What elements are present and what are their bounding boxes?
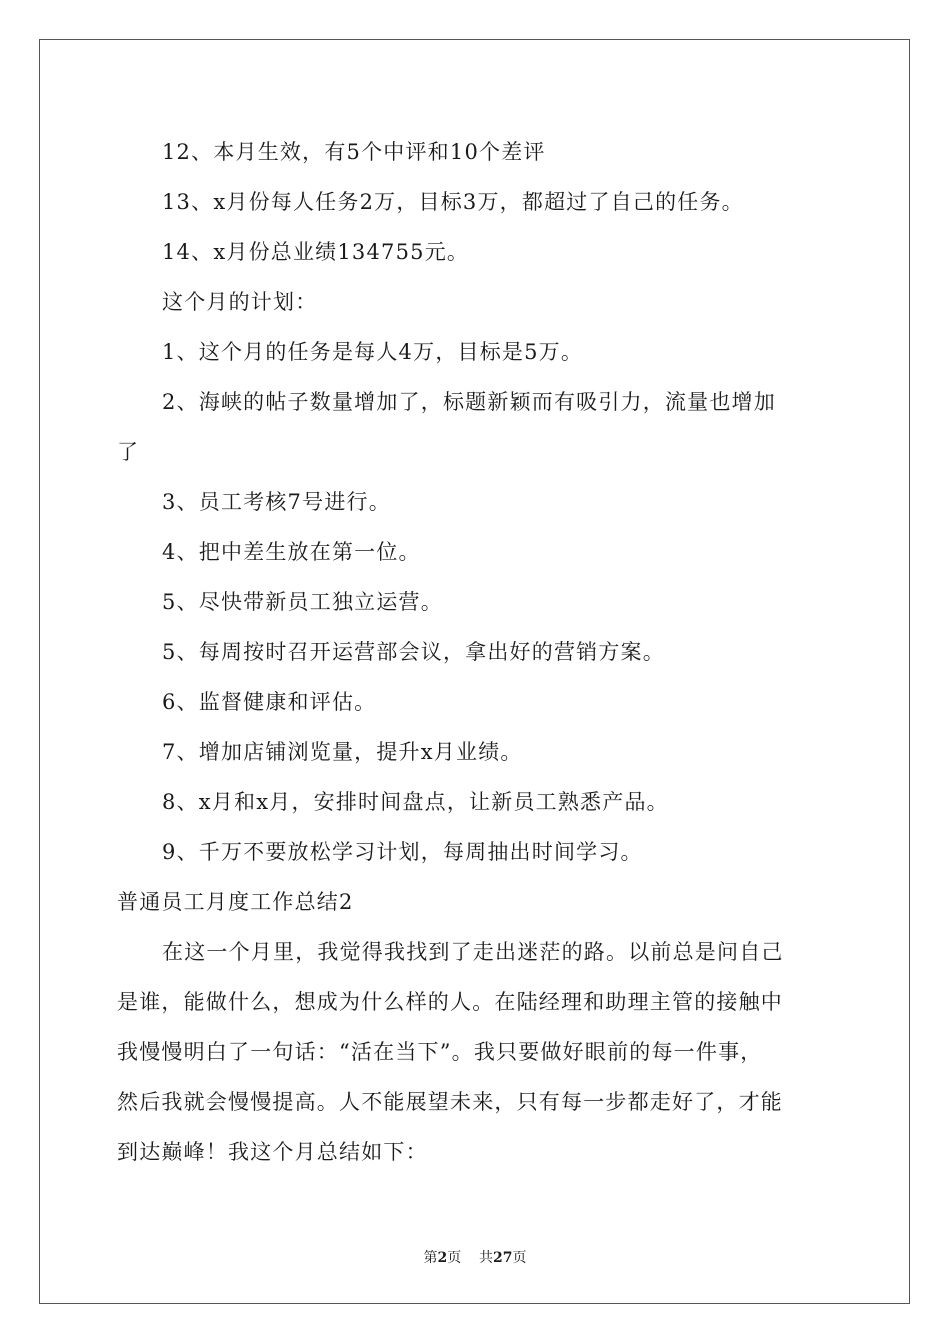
text-line: 1、这个月的任务是每人4万，目标是5万。 xyxy=(162,340,584,364)
paragraph-line: 我慢慢明白了一句话：“活在当下”。我只要做好眼前的每一件事， xyxy=(117,1040,763,1064)
page-footer xyxy=(0,1247,950,1267)
text-line: 5、尽快带新员工独立运营。 xyxy=(162,590,443,614)
text-line: 7、增加店铺浏览量，提升x月业绩。 xyxy=(162,740,523,764)
text-line: 4、把中差生放在第一位。 xyxy=(162,540,421,564)
paragraph-line: 是谁，能做什么，想成为什么样的人。在陆经理和助理主管的接触中 xyxy=(117,990,783,1014)
footer-page-number: 2 xyxy=(437,1250,448,1266)
section-title: 普通员工月度工作总结2 xyxy=(117,890,354,914)
text-line: 了 xyxy=(117,440,140,464)
paragraph-line: 然后我就会慢慢提高。人不能展望未来，只有每一步都走好了，才能 xyxy=(117,1090,783,1114)
paragraph-line: 到达巅峰！我这个月总结如下： xyxy=(117,1140,428,1164)
text-line: 12、本月生效，有5个中评和10个差评 xyxy=(162,140,546,164)
text-line: 13、x月份每人任务2万，目标3万，都超过了自己的任务。 xyxy=(162,190,744,214)
paragraph-line: 在这一个月里，我觉得我找到了走出迷茫的路。以前总是问自己 xyxy=(162,940,784,964)
text-line: 2、海峡的帖子数量增加了，标题新颖而有吸引力，流量也增加 xyxy=(162,390,776,414)
text-line: 6、监督健康和评估。 xyxy=(162,690,377,714)
footer-total-pages: 27 xyxy=(493,1250,513,1266)
text-line: 8、x月和x月，安排时间盘点，让新员工熟悉产品。 xyxy=(162,790,669,814)
text-line: 3、员工考核7号进行。 xyxy=(162,490,391,514)
footer-suffix: 页 xyxy=(512,1250,527,1266)
text-line: 9、千万不要放松学习计划，每周抽出时间学习。 xyxy=(162,840,643,864)
plan-heading: 这个月的计划： xyxy=(162,290,318,314)
footer-prefix: 第 xyxy=(423,1250,438,1266)
text-line: 14、x月份总业绩134755元。 xyxy=(162,240,470,264)
footer-mid: 页 共 xyxy=(447,1250,494,1266)
text-line: 5、每周按时召开运营部会议，拿出好的营销方案。 xyxy=(162,640,665,664)
